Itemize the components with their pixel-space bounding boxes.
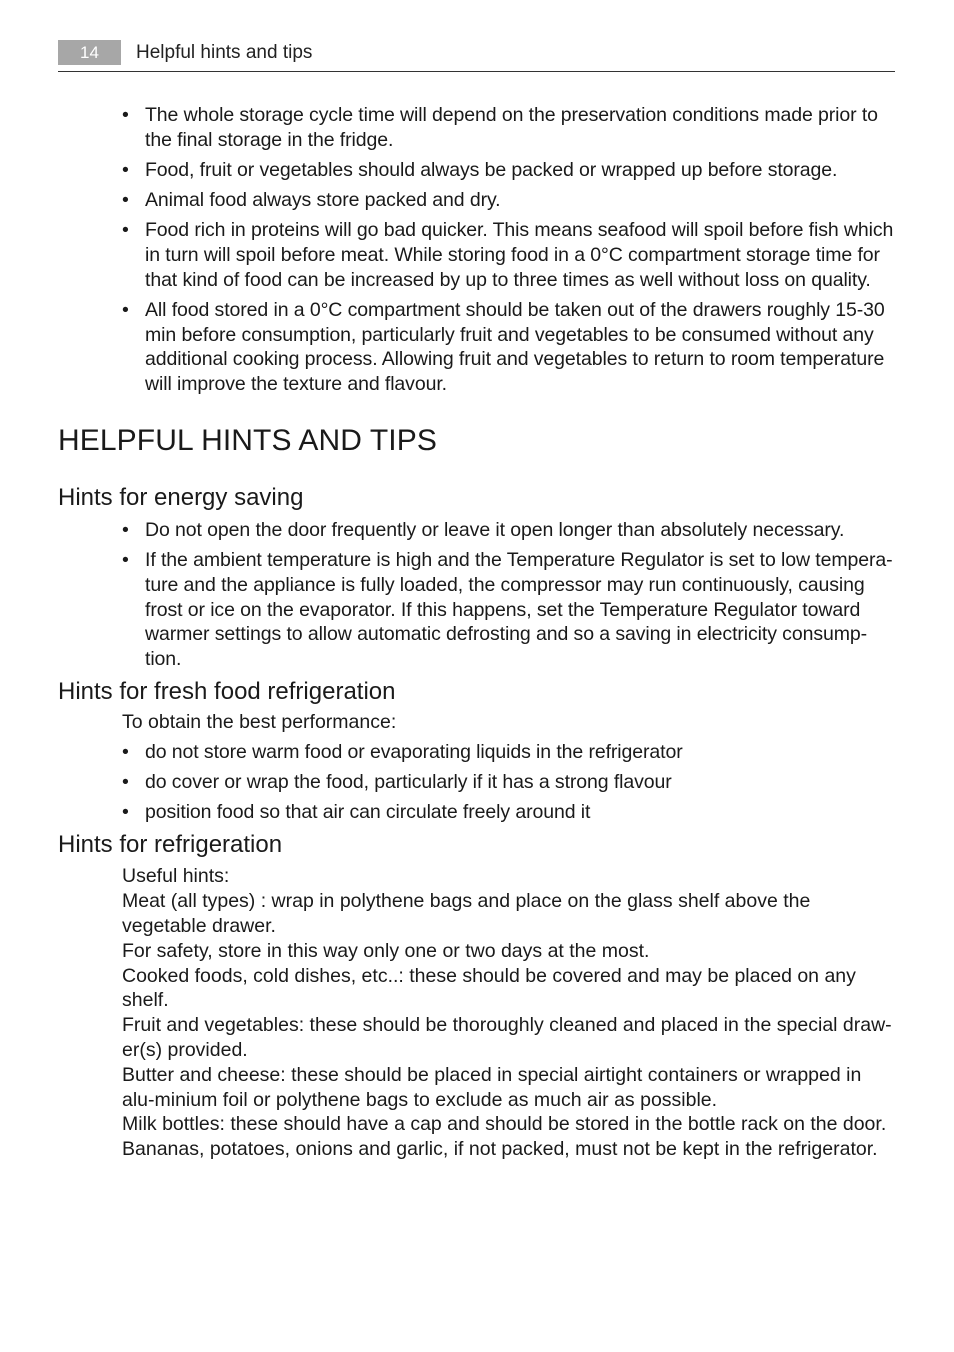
hint-line: Bananas, potatoes, onions and garlic, if not packed, must not be kept in the refrigerator. bbox=[122, 1138, 878, 1161]
page-number: 14 bbox=[58, 40, 121, 65]
list-item: • Do not open the door frequently or leave it open longer than absolutely necessary. bbox=[122, 518, 845, 541]
fresh-food-bullet-list bbox=[58, 740, 894, 825]
energy-bullet-list bbox=[58, 518, 894, 672]
fresh-food-intro: To obtain the best performance: bbox=[122, 711, 397, 734]
list-item: • do cover or wrap the food, particularly if it has a strong flavour bbox=[122, 771, 672, 794]
main-heading: HELPFUL HINTS AND TIPS bbox=[58, 423, 437, 457]
refrigeration-hints bbox=[58, 864, 894, 1162]
intro-bullet-list bbox=[58, 103, 894, 397]
hint-line: Cooked foods, cold dishes, etc..: these should be covered and may be placed on any shelf. bbox=[122, 964, 856, 1012]
list-item: • Food rich in proteins will go bad quicker. This means seafood will spoil before fish which in turn will spoil before meat. While storing food in a 0°C compartment storage time for that kind of food can be increased by up to three times as well without loss on quality. bbox=[122, 219, 894, 291]
fresh-food-heading: Hints for fresh food refrigeration bbox=[58, 678, 396, 706]
list-item: • Animal food always store packed and dry. bbox=[122, 188, 501, 211]
page-content bbox=[58, 103, 894, 1162]
hint-line: Butter and cheese: these should be placed in special airtight containers or wrapped in alu-minium foil or polythene bags to exclude as much air as possible. bbox=[122, 1063, 862, 1111]
list-item: • All food stored in a 0°C compartment should be taken out of the drawers roughly 15-30 min before consumption, particularly fruit and vegetables to be consumed without any additional cooking process. Allowing fruit and vegetables to return to room temperature will improve the texture and flavour. bbox=[122, 298, 885, 396]
list-item: • The whole storage cycle time will depend on the preservation conditions made prior to the final storage in the fridge. bbox=[122, 104, 878, 151]
header-title: Helpful hints and tips bbox=[136, 42, 313, 63]
energy-saving-heading: Hints for energy saving bbox=[58, 483, 304, 511]
list-item: • Food, fruit or vegetables should always be packed or wrapped up before storage. bbox=[122, 158, 838, 181]
hint-line: Meat (all types) : wrap in polythene bags and place on the glass shelf above the vegetable drawer. bbox=[122, 890, 811, 937]
list-item: • If the ambient temperature is high and the Temperature Regulator is set to low tempera-ture and the appliance is fully loaded, the compressor may run continuously, causing frost or ice on the evaporator. If this happens, set the Temperature Regulator toward warmer settings to allow automatic defrosting and so a saving in electricity consump-tion. bbox=[122, 549, 893, 671]
list-item: • do not store warm food or evaporating liquids in the refrigerator bbox=[122, 741, 683, 764]
list-item: • position food so that air can circulate freely around it bbox=[122, 801, 591, 824]
hint-line: Useful hints: bbox=[122, 865, 230, 888]
page-header bbox=[58, 40, 895, 72]
hint-line: For safety, store in this way only one or two days at the most. bbox=[122, 939, 650, 962]
hint-line: Milk bottles: these should have a cap and should be stored in the bottle rack on the door. bbox=[122, 1113, 887, 1136]
hint-line: Fruit and vegetables: these should be thoroughly cleaned and placed in the special draw-er(s) provided. bbox=[122, 1014, 892, 1061]
refrigeration-heading: Hints for refrigeration bbox=[58, 831, 283, 859]
